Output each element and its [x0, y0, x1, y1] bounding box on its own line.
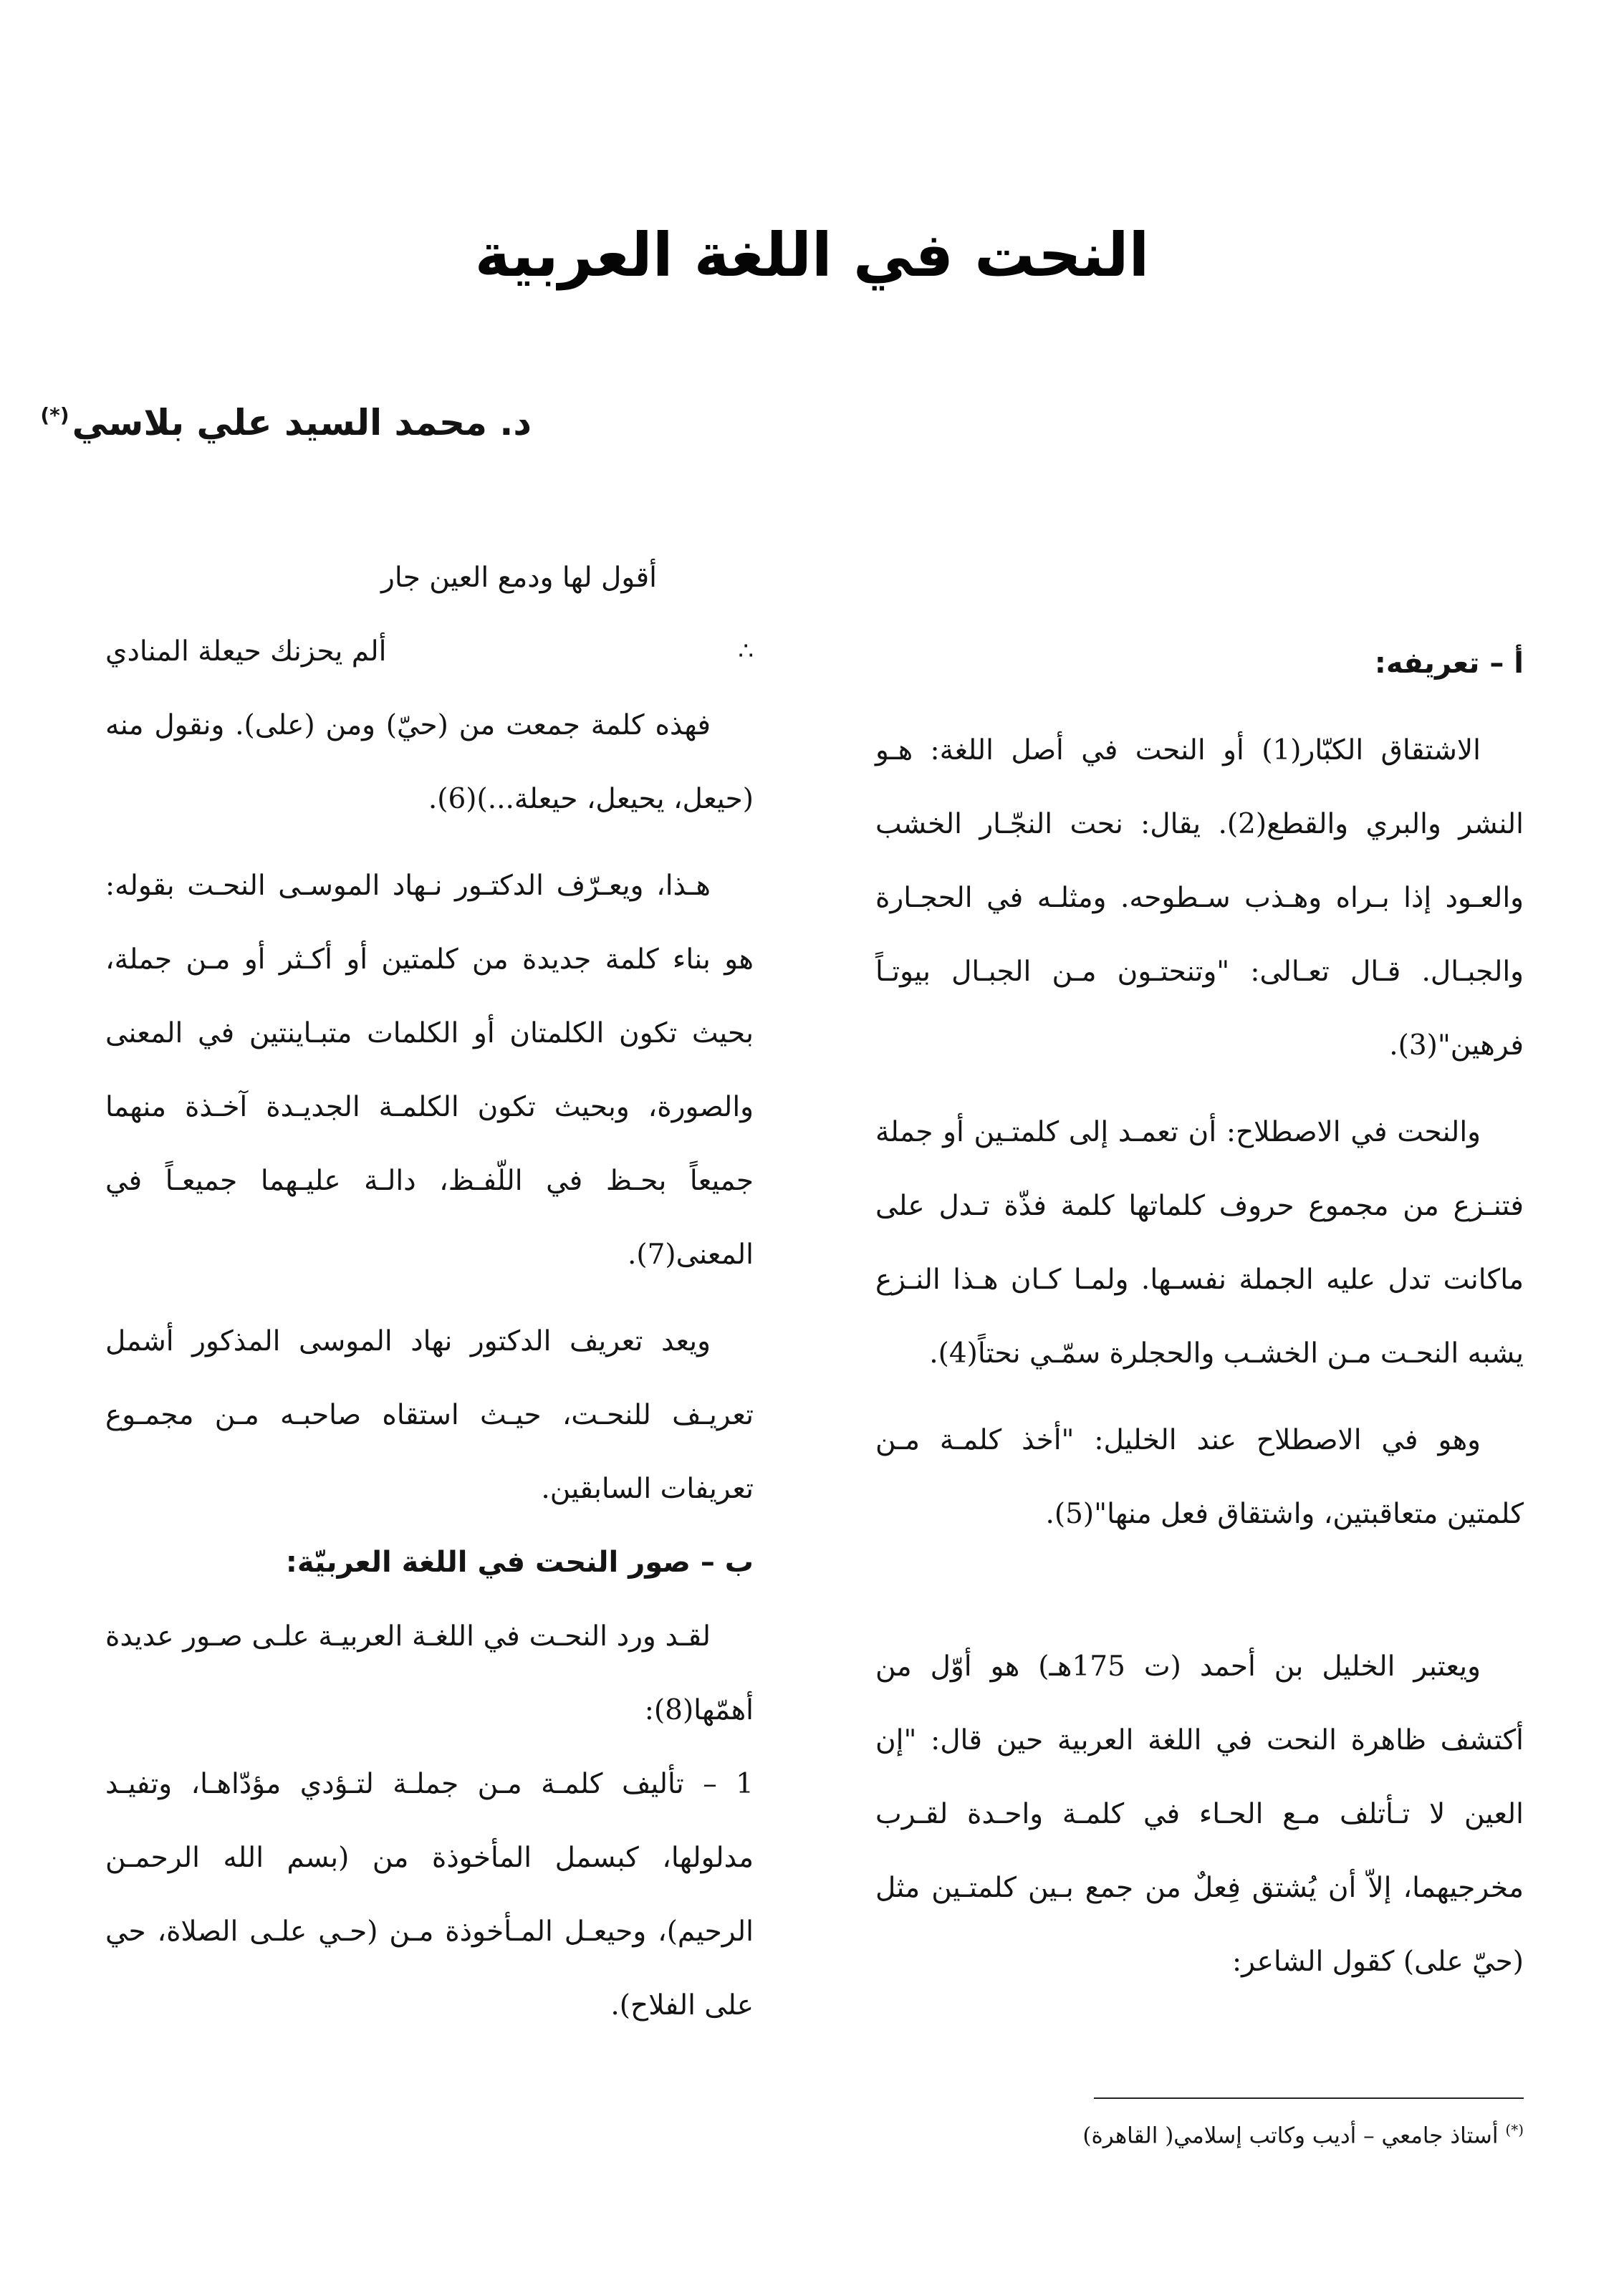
- footnote-mark: (*): [1505, 2121, 1524, 2138]
- terminology-paragraph: والنحت في الاصطلاح: أن تعمـد إلى كلمتـين أو جملة فتنـزع من مجموع حروف كلماتها كلمة فذّة تـدل على ماكانت تدل عليه الجملة نفسـها. ولمـا كـان هـذا النـزع يشبه النحـت مـن الخشـب والحجلرة سمّـي نحتاً(4).: [875, 1116, 1524, 1370]
- verse-explanation-paragraph: فهذه كلمة جمعت من (حيّ) ومن (على). ونقول منه (حيعل، يحيعل، حيعلة...)(6).: [105, 709, 754, 815]
- footnote-divider: [1094, 2097, 1524, 2099]
- verse-separator: ∴: [738, 637, 754, 665]
- author-name: د. محمد السيد علي بلاسي: [72, 402, 532, 443]
- section-b-heading: ب – صور النحت في اللغة العربيّة:: [285, 1546, 754, 1579]
- verse-line-2: [105, 615, 754, 688]
- khalil-discovery-paragraph: ويعتبر الخليل بن أحمد (ت 175هـ) هو أوّل من أكتشف ظاهرة النحت في اللغة العربية حين قال: "إن العين لا تـأتلف مـع الحـاء في كلمـة واحـدة لقـرب مخرجيهما، إلاّ أن يُشتق فِعلٌ من جمع بـين كلمتـين مثل (حيّ على) كقول الشاعر:: [875, 1650, 1524, 1978]
- right-column: [875, 627, 1524, 1999]
- verse-line-1: أقول لها ودمع العين جار: [381, 562, 657, 594]
- section-a-heading: أ – تعريفه:: [1374, 647, 1524, 680]
- footnote-text: أستاذ جامعي – أديب وكاتب إسلامي( القاهرة): [1082, 2123, 1499, 2149]
- form-1-paragraph: 1 – تأليف كلمـة مـن جملـة لتـؤدي مؤدّاهـا، وتفيـد مدلولها، كبسمل المأخوذة من (بسم الله الرحمـن الرحيم)، وحيعـل المـأخوذة مـن (حـي علـى الصلاة، حي على الفلاح).: [105, 1768, 754, 2022]
- forms-intro-paragraph: لقـد ورد النحـت في اللغـة العربيـة علـى صـور عديدة أهمّها(8):: [105, 1620, 754, 1726]
- definition-paragraph: الاشتقاق الكبّار(1) أو النحت في أصل اللغة: هـو النشر والبري والقطع(2). يقال: نحت النجّـار الخشب والعـود إذا بـراه وهـذب سـطوحه. ومثلـه في الحجـارة والجبـال. قـال تعـالى: "وتنحتـون مـن الجبـال بيوتـاً فرهين"(3).: [875, 734, 1524, 1062]
- verse-line-2-text: ألم يحزنك حيعلة المنادي: [105, 635, 387, 668]
- author-footnote-mark: (*): [40, 403, 69, 428]
- footnote: [807, 2120, 1524, 2150]
- author-byline: [40, 401, 532, 444]
- musa-definition-paragraph: هـذا، ويعـرّف الدكتـور نـهاد الموسـى النحـت بقوله: هو بناء كلمة جديدة من كلمتين أو أكـثر أو مـن جملة، بحيث تكون الكلمتان أو الكلمات متبـاينتين في المعنى والصورة، وبحيث تكون الكلمـة الجديـدة آخـذة منهما جميعاً بحـظ في اللّفـظ، دالـة عليـهما جميعـاً في المعنى(7).: [105, 870, 754, 1271]
- left-column: [105, 541, 754, 2042]
- musa-evaluation-paragraph: ويعد تعريف الدكتور نهاد الموسى المذكور أشمل تعريـف للنحـت، حيـث استقاه صاحبـه مـن مجمـوع تعريفات السابقين.: [105, 1325, 754, 1505]
- khalil-definition-paragraph: وهو في الاصطلاح عند الخليل: "أخذ كلمـة مـن كلمتين متعاقبتين، واشتقاق فعل منها"(5).: [875, 1424, 1524, 1530]
- page-title: النحت في اللغة العربية: [474, 220, 1150, 290]
